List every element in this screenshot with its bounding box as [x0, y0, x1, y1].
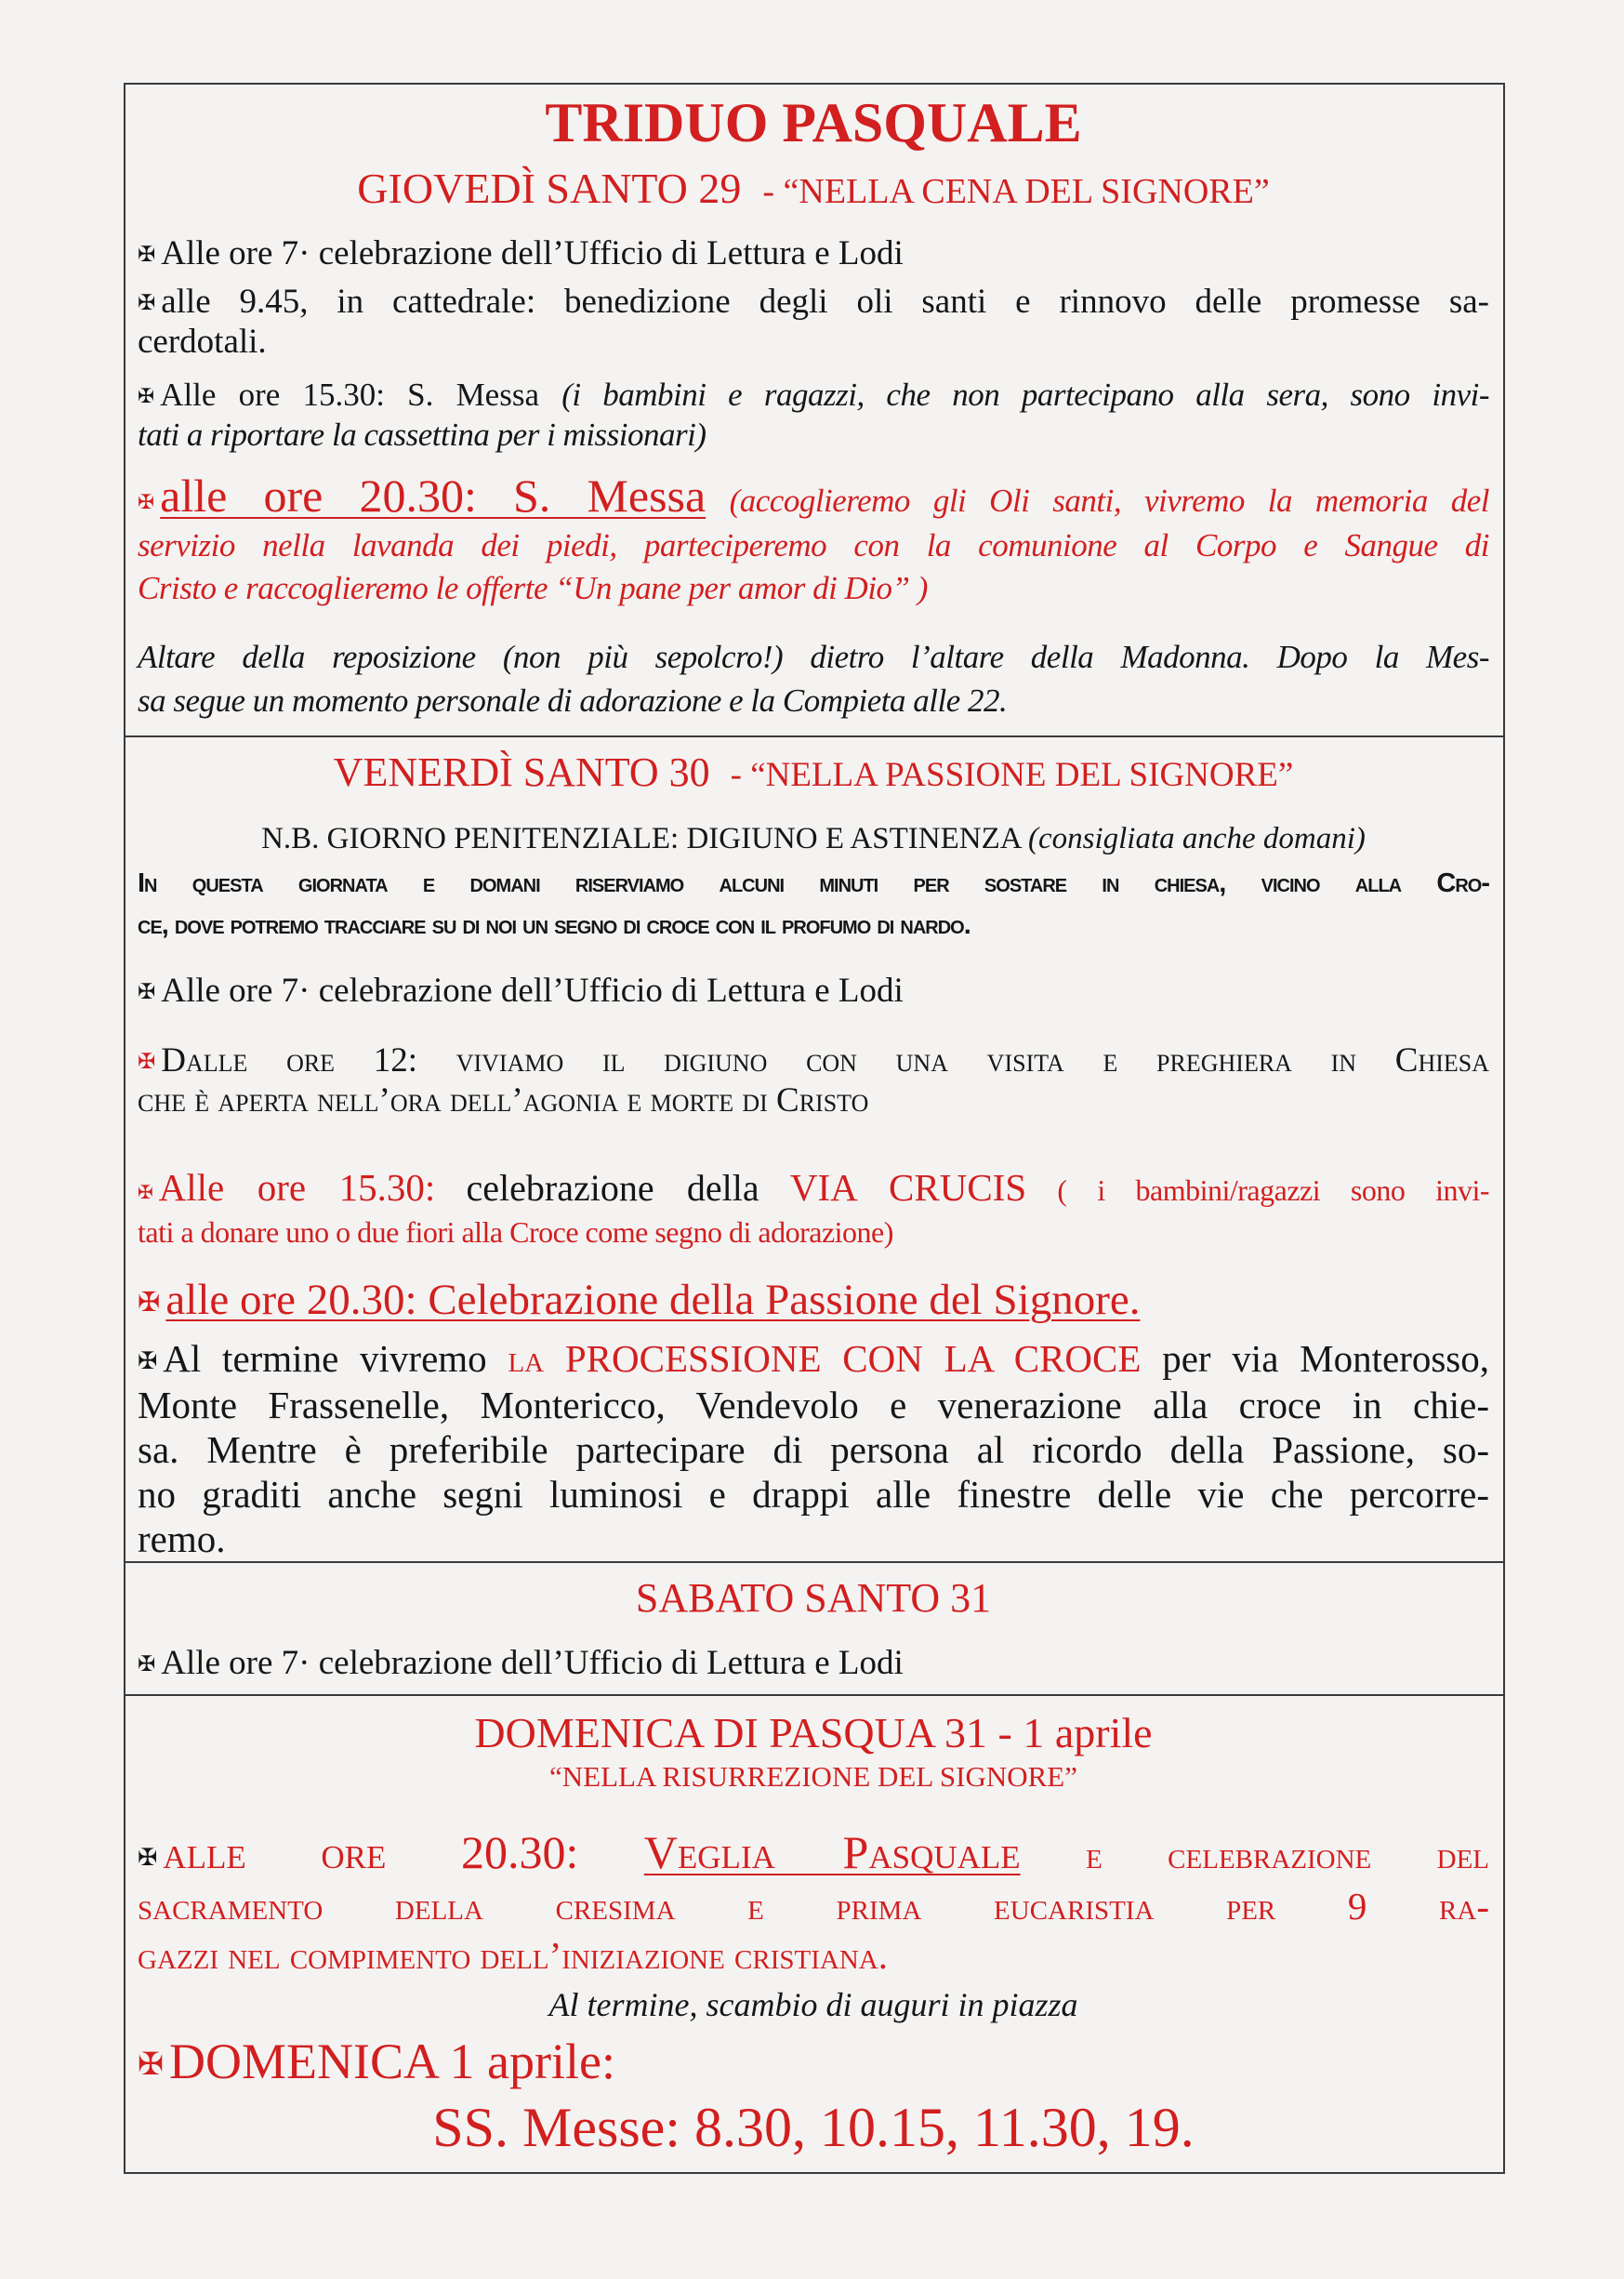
day-subtitle: - “NELLA CENA DEL SIGNORE” [762, 172, 1270, 211]
item-text: sa. Mentre è preferibile partecipare di persona al ricordo della Passione, so- [138, 1427, 1489, 1471]
maltese-cross-icon: ✠ [138, 1285, 161, 1318]
thursday-heading [138, 165, 1489, 216]
sunday-heading: DOMENICA DI PASQUA 31 - 1 aprile [474, 1709, 1153, 1756]
maltese-cross-icon: ✠ [138, 291, 156, 316]
friday-item-fasting [138, 1041, 1489, 1120]
note-text: In questa giornata e domani riserviamo alcuni minuti per sostare in chiesa, vicino alla Cro- [138, 868, 1489, 898]
item-note: servizio nella lavanda dei piedi, parteciperemo con la comunione al Corpo e Sangue di [138, 527, 1489, 564]
item-note: (accoglieremo gli Oli santi, vivremo la memoria del [729, 483, 1489, 519]
section-divider [124, 1694, 1503, 1696]
maltese-cross-icon: ✠ [138, 243, 156, 268]
item-text: alle ore 20.30: Celebrazione della Passione del Signore. [165, 1276, 1141, 1324]
item-text: e celebrazione del [1086, 1834, 1490, 1876]
item-text: Dalle ore 12: viviamo il digiuno con una visita e preghiera in Chiesa [161, 1041, 1489, 1080]
friday-nb [138, 818, 1489, 859]
thursday-item-mass-2030 [138, 470, 1489, 610]
item-highlight: Veglia Pasquale [643, 1826, 1021, 1878]
item-text: Alle ore 15.30: S. Messa [160, 377, 539, 413]
note-text: ce, dove potremo tracciare su di noi un segno di croce con il profumo di nardo. [138, 910, 970, 940]
maltese-cross-icon: ✠ [138, 491, 155, 515]
thursday-item-mass-1530 [138, 376, 1489, 454]
item-text: per via Monterosso, [1162, 1337, 1490, 1380]
item-text: che è aperta nell’ora dell’agonia e morte di Cristo [138, 1081, 869, 1120]
item-text: remo. [138, 1517, 226, 1560]
item-text: VIA CRUCIS [789, 1166, 1027, 1209]
item-text: alle 9.45, in cattedrale: benedizione degli oli santi e rinnovo delle promesse sa- [161, 283, 1489, 321]
sunday-subtitle: “NELLA RISURREZIONE DEL SIGNORE” [549, 1760, 1077, 1793]
nb-note: (consigliata anche domani) [1027, 822, 1366, 855]
day-title: GIOVEDÌ SANTO 29 [357, 165, 742, 212]
item-text: alle ore 20.30: S. Messa [160, 470, 706, 522]
item-text: Monte Frassenelle, Montericco, Vendevolo e venerazione alla croce in chie- [138, 1383, 1489, 1426]
item-note: tati a riportare la cassettina per i missionari) [138, 417, 706, 454]
page-title: TRIDUO PASQUALE [545, 92, 1082, 153]
friday-item-via-crucis [138, 1168, 1489, 1252]
item-time: Alle ore 15.30: [158, 1166, 436, 1209]
item-note: ( i bambini/ragazzi sono invi- [1057, 1173, 1490, 1207]
item-text: DOMENICA 1 aprile: [169, 2034, 615, 2089]
friday-item-procession [138, 1336, 1489, 1561]
maltese-cross-icon: ✠ [138, 1345, 158, 1374]
saturday-item-lodi [138, 1642, 1489, 1686]
friday-item-lodi [138, 970, 1489, 1014]
friday-heading [138, 749, 1489, 800]
day-title: VENERDÌ SANTO 30 [333, 749, 710, 795]
item-text: gazzi nel compimento dell’iniziazione cristiana. [138, 1933, 888, 1977]
maltese-cross-icon: ✠ [138, 1181, 153, 1203]
item-text: sacramento della cresima e prima eucaristia per 9 ra- [138, 1884, 1489, 1928]
item-note: tati a donare uno o due fiori alla Croce come segno di adorazione) [138, 1214, 893, 1249]
sunday-masses: SS. Messe: 8.30, 10.15, 11.30, 19. [432, 2097, 1195, 2158]
friday-cross-note [138, 863, 1489, 947]
section-divider [124, 735, 1503, 737]
item-text: Alle ore 7· celebrazione dell’Ufficio di Lettura e Lodi [161, 972, 904, 1010]
maltese-cross-icon: ✠ [138, 2045, 165, 2082]
item-text: no graditi anche segni luminosi e drappi alle finestre delle vie che percorre- [138, 1472, 1489, 1516]
nb-text: N.B. GIORNO PENITENZIALE: DIGIUNO E ASTINENZA [261, 822, 1021, 855]
thursday-item-lodi [138, 232, 1489, 276]
item-text: Alle ore 7· celebrazione dell’Ufficio di Lettura e Lodi [161, 1644, 904, 1682]
maltese-cross-icon: ✠ [138, 980, 156, 1005]
item-highlight: la PROCESSIONE CON LA CROCE [508, 1337, 1142, 1380]
section-divider [124, 1561, 1503, 1563]
item-text: Al termine vivremo [163, 1337, 487, 1380]
thursday-item-oils [138, 283, 1489, 361]
item-text: Alle ore 7· celebrazione dell’Ufficio di Lettura e Lodi [161, 234, 904, 272]
thursday-note [138, 635, 1489, 722]
sunday-item-easter [138, 2033, 1489, 2093]
item-note: (i bambini e ragazzi, che non partecipano alla sera, sono invi- [561, 377, 1490, 413]
maltese-cross-icon: ✠ [138, 1842, 158, 1871]
saturday-heading: SABATO SANTO 31 [635, 1575, 992, 1621]
maltese-cross-icon: ✠ [138, 385, 155, 409]
maltese-cross-icon: ✠ [138, 1652, 156, 1677]
day-subtitle: - “NELLA PASSIONE DEL SIGNORE” [730, 756, 1294, 794]
maltese-cross-icon: ✠ [138, 1050, 156, 1075]
item-time: alle ore 20.30: [163, 1826, 579, 1878]
sunday-note: Al termine, scambio di auguri in piazza [548, 1986, 1078, 2023]
friday-item-passion [138, 1274, 1489, 1328]
note-text: Altare della reposizione (non più sepolcro!) dietro l’altare della Madonna. Dopo la Mes- [138, 639, 1489, 675]
item-text: cerdotali. [138, 323, 267, 362]
note-text: sa segue un momento personale di adorazione e la Compieta alle 22. [138, 682, 1008, 719]
item-text: celebrazione della [466, 1167, 759, 1209]
item-note: Cristo e raccoglieremo le offerte “Un pane per amor di Dio” ) [138, 570, 928, 607]
sunday-item-vigil [138, 1828, 1489, 1981]
